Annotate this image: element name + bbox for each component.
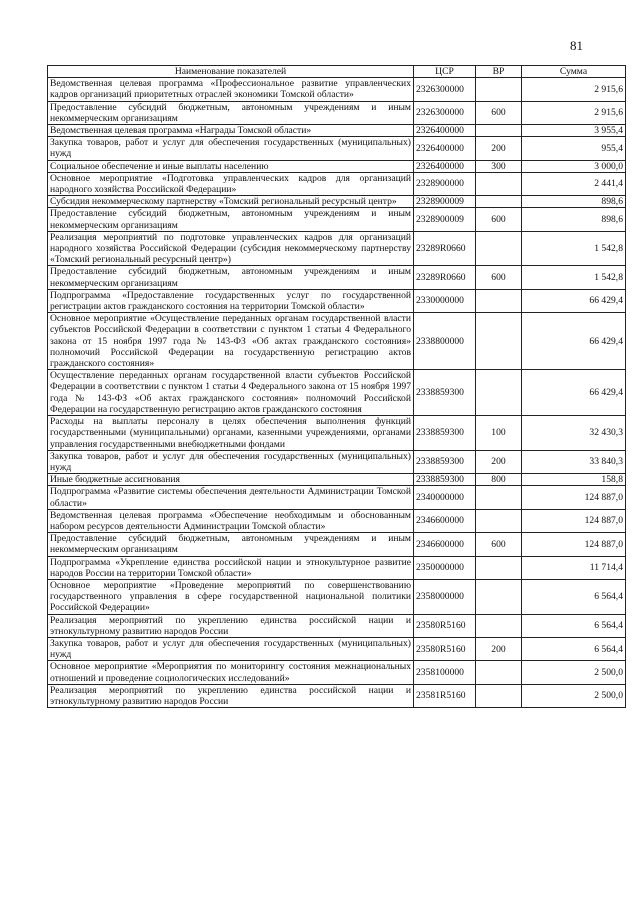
cell-name: Закупка товаров, работ и услуг для обеспечения государственных (муниципальных) нужд: [48, 450, 414, 473]
cell-name: Подпрограмма «Предоставление государственных услуг по государственной регистрации актов гражданского состояния на территории Томской области»: [48, 289, 414, 312]
cell-csr: 2346600000: [414, 533, 476, 556]
table-row: [48, 101, 626, 124]
table-row: [48, 533, 626, 556]
cell-vr: [476, 172, 522, 195]
cell-csr: 23289R0660: [414, 266, 476, 289]
cell-sum: 1 542,8: [522, 266, 626, 289]
cell-sum: 898,6: [522, 208, 626, 231]
cell-csr: 2340000000: [414, 486, 476, 509]
table-row: [48, 474, 626, 486]
table-row: [48, 579, 626, 614]
cell-name: Предоставление субсидий бюджетным, автономным учреждениям и иным некоммерческим организациям: [48, 208, 414, 231]
cell-name: Осуществление переданных органам государственной власти субъектов Российской Федерации в соответствии с пунктом 1 статьи 4 Федерального закона от 15 ноября 1997 года № 143-ФЗ «Об актах гражданского состояния» полномочий Российской Федерации на государственную регистрацию актов гражданского состояния: [48, 370, 414, 416]
cell-sum: 2 500,0: [522, 684, 626, 707]
cell-sum: 32 430,3: [522, 416, 626, 451]
cell-vr: [476, 231, 522, 266]
table-row: [48, 231, 626, 266]
cell-name: Основное мероприятие «Мероприятия по мониторингу состояния межнациональных отношений и проведение социологических исследований»: [48, 661, 414, 684]
cell-csr: 2328900009: [414, 196, 476, 208]
cell-vr: [476, 684, 522, 707]
cell-csr: 2326400000: [414, 137, 476, 160]
cell-csr: 2346600000: [414, 509, 476, 532]
table-row: [48, 160, 626, 172]
cell-sum: 124 887,0: [522, 509, 626, 532]
cell-vr: [476, 556, 522, 579]
cell-name: Расходы на выплаты персоналу в целях обеспечения выполнения функций государственными (муниципальными) органами, казенными учреждениями, органами управления государственными внебюджетными фондами: [48, 416, 414, 451]
table-row: [48, 137, 626, 160]
cell-vr: 600: [476, 101, 522, 124]
cell-name: Основное мероприятие «Осуществление переданных органам государственной власти субъектов Российской Федерации в соответствии с пунктом 1 статьи 4 Федерального закона от 15 ноября 1997 года № 143-ФЗ «Об актах гражданского состояния» полномочий Российской Федерации на государственную регистрацию актов гражданского состояния»: [48, 313, 414, 370]
cell-vr: 600: [476, 533, 522, 556]
cell-csr: 2338859300: [414, 416, 476, 451]
cell-csr: 2326400000: [414, 160, 476, 172]
cell-name: Субсидия некоммерческому партнерству «Томский региональный ресурсный центр»: [48, 196, 414, 208]
cell-sum: 2 500,0: [522, 661, 626, 684]
table-row: [48, 556, 626, 579]
cell-name: Подпрограмма «Развитие системы обеспечения деятельности Администрации Томской области»: [48, 486, 414, 509]
cell-vr: [476, 661, 522, 684]
table-row: [48, 125, 626, 137]
cell-sum: 3 955,4: [522, 125, 626, 137]
cell-sum: 955,4: [522, 137, 626, 160]
cell-vr: 800: [476, 474, 522, 486]
cell-sum: 2 915,6: [522, 78, 626, 101]
table-row: [48, 370, 626, 416]
cell-name: Реализация мероприятий по укреплению единства российской нации и этнокультурному развитию народов России: [48, 684, 414, 707]
table-row: [48, 661, 626, 684]
table-body: [48, 78, 626, 708]
cell-csr: 2326300000: [414, 78, 476, 101]
header-csr: ЦСР: [414, 66, 476, 78]
cell-sum: 1 542,8: [522, 231, 626, 266]
cell-csr: 2358100000: [414, 661, 476, 684]
cell-vr: [476, 370, 522, 416]
cell-vr: [476, 579, 522, 614]
table-row: [48, 289, 626, 312]
cell-vr: 600: [476, 266, 522, 289]
cell-csr: 2338859300: [414, 450, 476, 473]
cell-name: Реализация мероприятий по укреплению единства российской нации и этнокультурному развитию народов России: [48, 614, 414, 637]
table-row: [48, 637, 626, 660]
budget-table: [47, 65, 626, 708]
cell-name: Закупка товаров, работ и услуг для обеспечения государственных (муниципальных) нужд: [48, 137, 414, 160]
cell-name: Ведомственная целевая программа «Обеспечение необходимым и обоснованным набором ресурсов деятельности Администрации Томской области»: [48, 509, 414, 532]
cell-sum: 66 429,4: [522, 289, 626, 312]
cell-csr: 23581R5160: [414, 684, 476, 707]
cell-vr: 300: [476, 160, 522, 172]
cell-name: Предоставление субсидий бюджетным, автономным учреждениям и иным некоммерческим организациям: [48, 533, 414, 556]
header-vr: ВР: [476, 66, 522, 78]
cell-csr: 2326300000: [414, 101, 476, 124]
cell-name: Закупка товаров, работ и услуг для обеспечения государственных (муниципальных) нужд: [48, 637, 414, 660]
table-row: [48, 78, 626, 101]
cell-csr: 2338800000: [414, 313, 476, 370]
cell-vr: [476, 289, 522, 312]
cell-name: Социальное обеспечение и иные выплаты населению: [48, 160, 414, 172]
table-header-row: [48, 66, 626, 78]
cell-sum: 6 564,4: [522, 614, 626, 637]
cell-csr: 2328900000: [414, 172, 476, 195]
cell-sum: 2 441,4: [522, 172, 626, 195]
cell-vr: [476, 196, 522, 208]
cell-name: Иные бюджетные ассигнования: [48, 474, 414, 486]
cell-vr: [476, 509, 522, 532]
cell-csr: 2328900009: [414, 208, 476, 231]
table-row: [48, 172, 626, 195]
header-sum: Сумма: [522, 66, 626, 78]
cell-sum: 124 887,0: [522, 486, 626, 509]
cell-vr: [476, 125, 522, 137]
cell-name: Предоставление субсидий бюджетным, автономным учреждениям и иным некоммерческим организациям: [48, 266, 414, 289]
cell-vr: [476, 614, 522, 637]
table-row: [48, 614, 626, 637]
cell-name: Основное мероприятие «Подготовка управленческих кадров для организаций народного хозяйства Российской Федерации»: [48, 172, 414, 195]
cell-sum: 898,6: [522, 196, 626, 208]
cell-vr: 200: [476, 450, 522, 473]
cell-vr: 100: [476, 416, 522, 451]
cell-vr: [476, 78, 522, 101]
cell-sum: 124 887,0: [522, 533, 626, 556]
cell-sum: 11 714,4: [522, 556, 626, 579]
cell-csr: 2326400000: [414, 125, 476, 137]
cell-sum: 66 429,4: [522, 313, 626, 370]
cell-csr: 2358000000: [414, 579, 476, 614]
header-name: Наименование показателей: [48, 66, 414, 78]
cell-csr: 23580R5160: [414, 637, 476, 660]
cell-sum: 6 564,4: [522, 637, 626, 660]
cell-name: Основное мероприятие «Проведение мероприятий по совершенствованию государственного управления в сфере государственной национальной политики Российской Федерации»: [48, 579, 414, 614]
table-row: [48, 208, 626, 231]
cell-sum: 158,8: [522, 474, 626, 486]
cell-sum: 2 915,6: [522, 101, 626, 124]
cell-csr: 2350000000: [414, 556, 476, 579]
cell-name: Ведомственная целевая программа «Награды Томской области»: [48, 125, 414, 137]
cell-sum: 66 429,4: [522, 370, 626, 416]
cell-csr: 2338859300: [414, 370, 476, 416]
cell-csr: 2330000000: [414, 289, 476, 312]
page-number: 81: [570, 38, 583, 53]
table-row: [48, 196, 626, 208]
table-row: [48, 416, 626, 451]
cell-vr: 200: [476, 137, 522, 160]
cell-vr: 600: [476, 208, 522, 231]
cell-csr: 23289R0660: [414, 231, 476, 266]
cell-name: Реализация мероприятий по подготовке управленческих кадров для организаций народного хозяйства Российской Федерации (субсидия некоммерческому партнерству «Томский региональный ресурсный центр»): [48, 231, 414, 266]
cell-sum: 3 000,0: [522, 160, 626, 172]
cell-name: Ведомственная целевая программа «Профессиональное развитие управленческих кадров организаций приоритетных отраслей экономики Томской области»: [48, 78, 414, 101]
table-row: [48, 684, 626, 707]
table-row: [48, 266, 626, 289]
cell-sum: 33 840,3: [522, 450, 626, 473]
cell-name: Предоставление субсидий бюджетным, автономным учреждениям и иным некоммерческим организациям: [48, 101, 414, 124]
cell-sum: 6 564,4: [522, 579, 626, 614]
cell-vr: [476, 486, 522, 509]
cell-vr: [476, 313, 522, 370]
cell-csr: 23580R5160: [414, 614, 476, 637]
table-row: [48, 509, 626, 532]
table-row: [48, 450, 626, 473]
cell-vr: 200: [476, 637, 522, 660]
cell-name: Подпрограмма «Укрепление единства российской нации и этнокультурное развитие народов России на территории Томской области»: [48, 556, 414, 579]
table-row: [48, 313, 626, 370]
cell-csr: 2338859300: [414, 474, 476, 486]
table-row: [48, 486, 626, 509]
